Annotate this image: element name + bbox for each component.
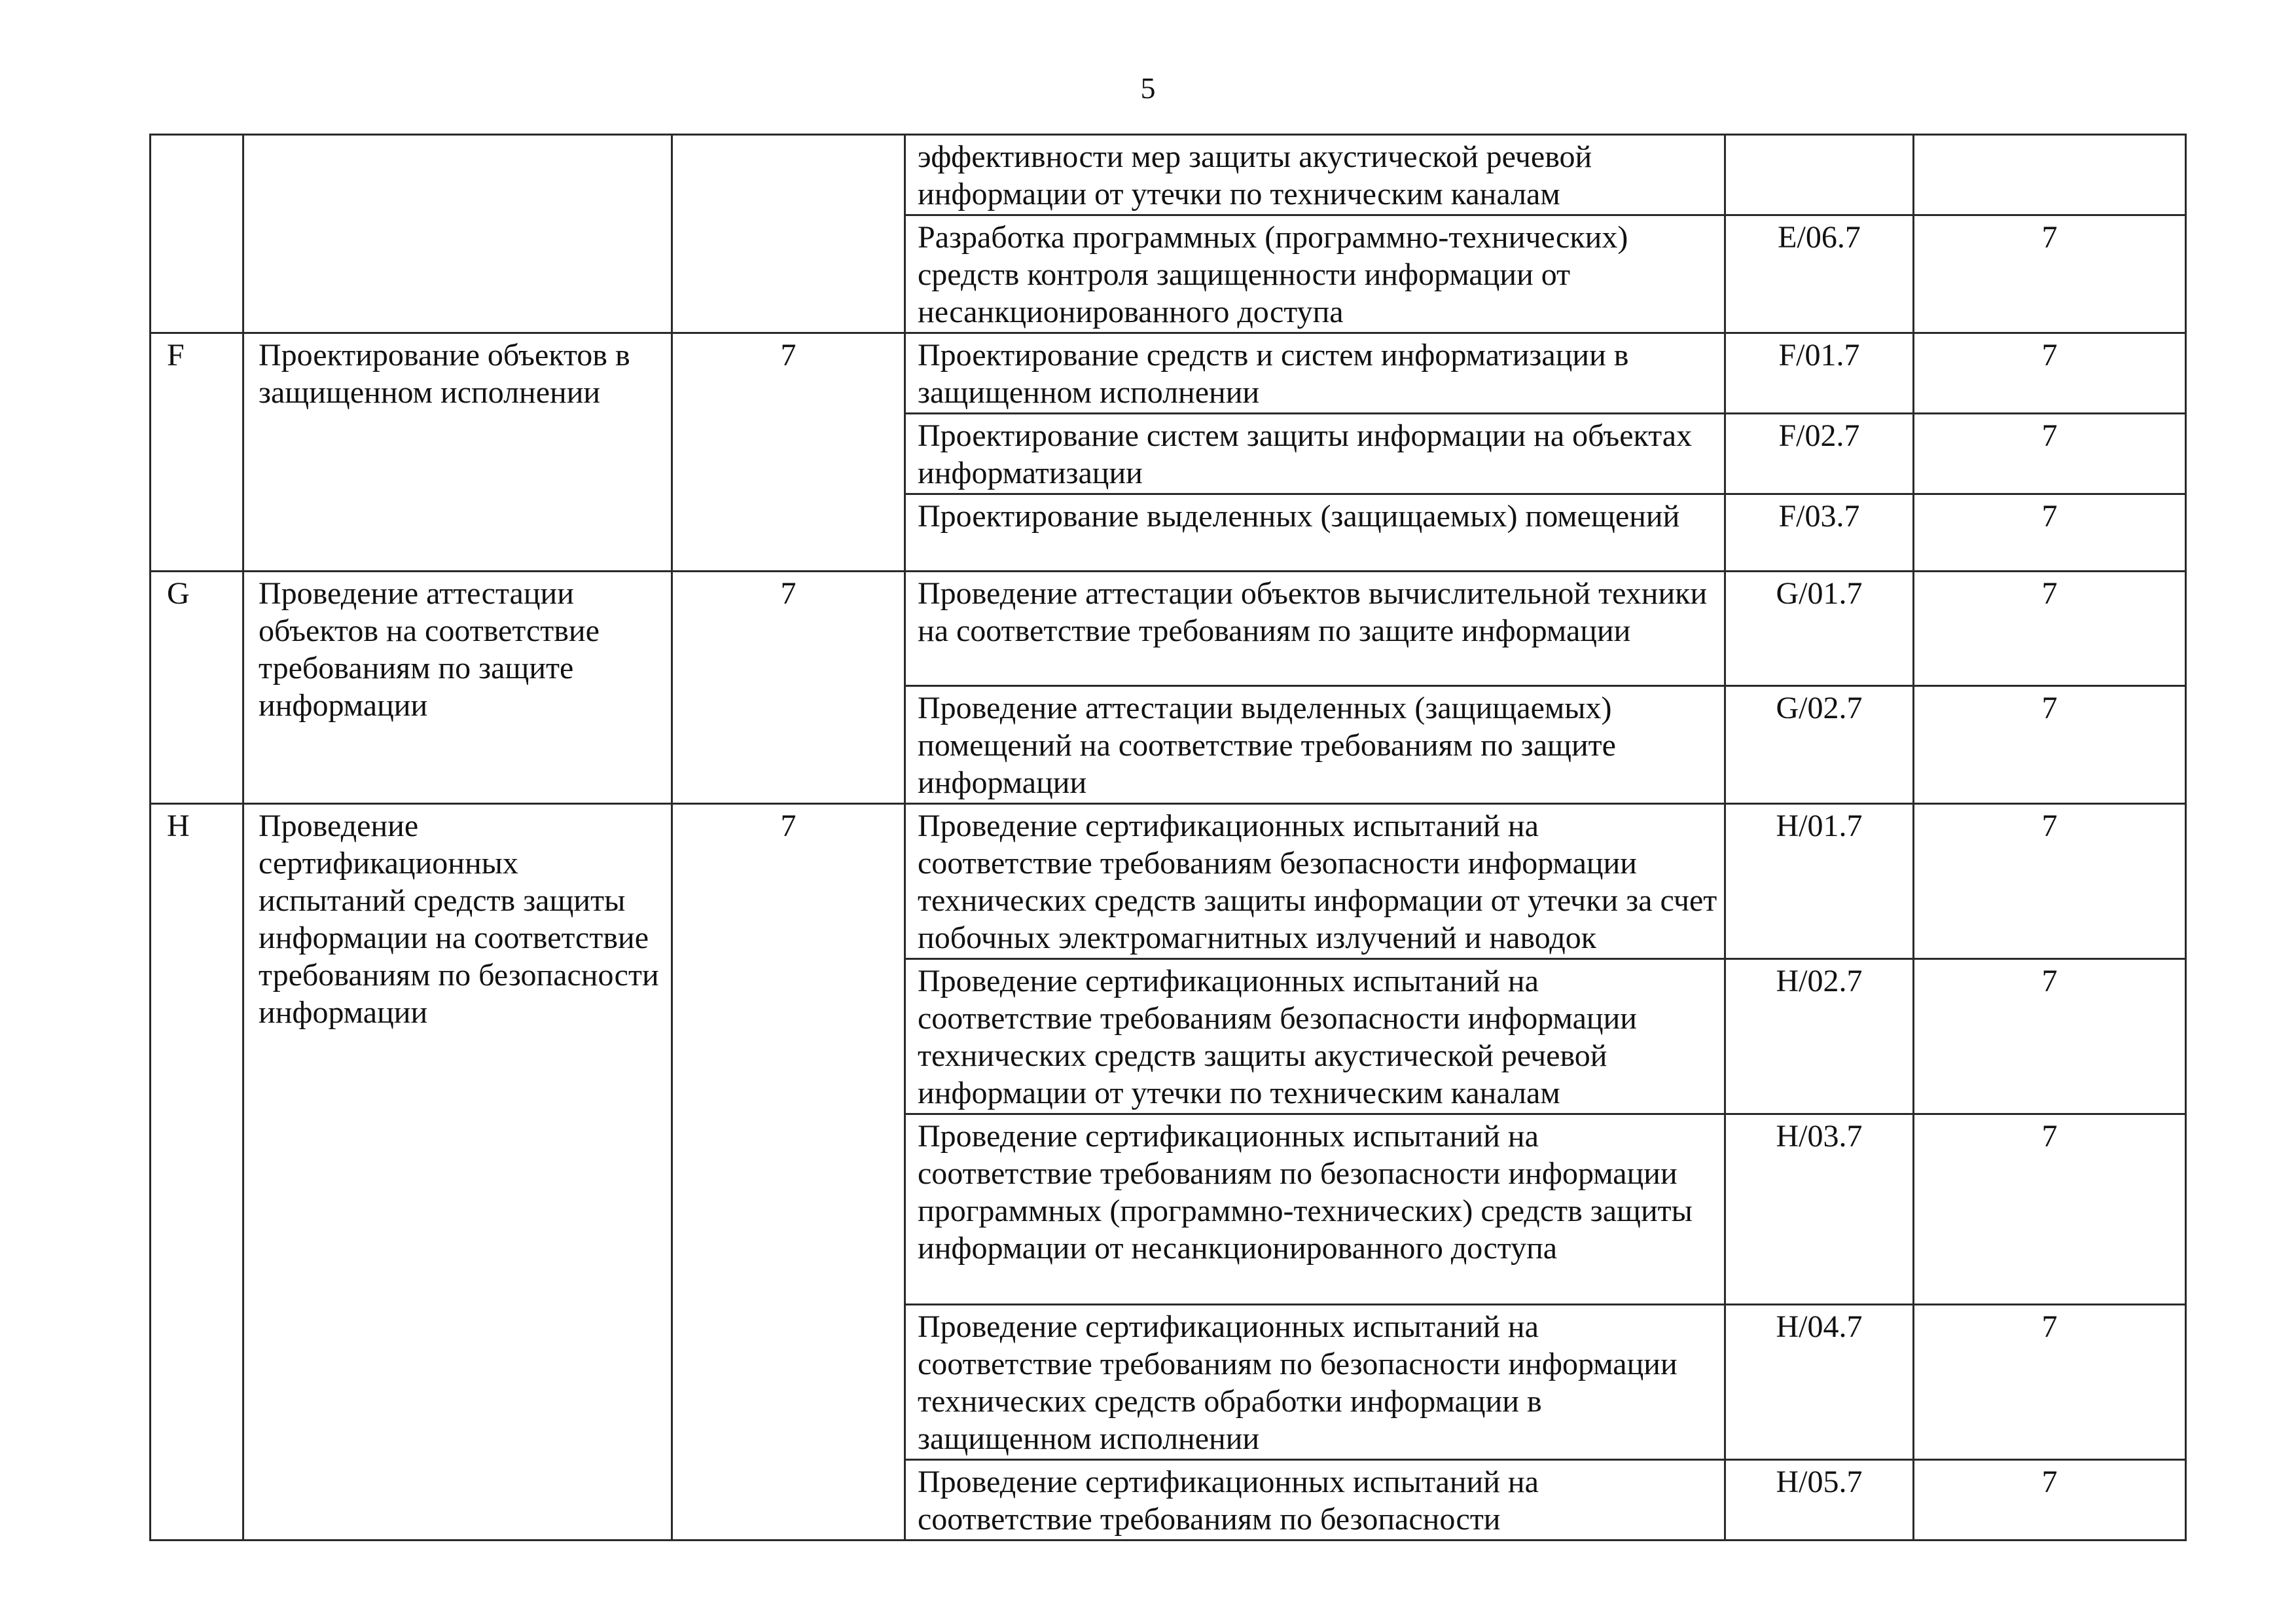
function-level-cell: 7 [1914, 215, 2186, 333]
function-code-cell: H/05.7 [1725, 1460, 1914, 1541]
group-level-cell [672, 135, 905, 333]
page-number: 5 [1140, 71, 1156, 105]
group-code-cell: G [151, 572, 243, 804]
function-name-cell: Проведение сертификационных испытаний на соответствие требованиям по безопасности [905, 1460, 1725, 1541]
group-name-cell: Проведение аттестации объектов на соответствие требованиям по защите информации [243, 572, 672, 804]
function-code-cell: F/03.7 [1725, 494, 1914, 572]
function-level-cell: 7 [1914, 1114, 2186, 1305]
group-name-cell: Проектирование объектов в защищенном исполнении [243, 333, 672, 572]
function-name-cell: Проектирование выделенных (защищаемых) помещений [905, 494, 1725, 572]
function-name-cell: Проектирование систем защиты информации на объектах информатизации [905, 414, 1725, 494]
function-level-cell: 7 [1914, 959, 2186, 1114]
functions-table [149, 134, 2187, 1541]
function-level-cell: 7 [1914, 686, 2186, 804]
function-code-cell: H/04.7 [1725, 1305, 1914, 1460]
function-name-cell: Проведение сертификационных испытаний на соответствие требованиям по безопасности информации программных (программно-технических) средств защиты информации от несанкционированного доступа [905, 1114, 1725, 1305]
function-level-cell: 7 [1914, 414, 2186, 494]
table-row [151, 572, 2186, 686]
function-level-cell: 7 [1914, 1460, 2186, 1541]
function-level-cell [1914, 135, 2186, 215]
function-name-cell: Проведение сертификационных испытаний на соответствие требованиям по безопасности информации технических средств обработки информации в защищенном исполнении [905, 1305, 1725, 1460]
group-level-cell: 7 [672, 572, 905, 804]
group-name-cell [243, 135, 672, 333]
function-code-cell: H/02.7 [1725, 959, 1914, 1114]
table-row [151, 135, 2186, 215]
function-level-cell: 7 [1914, 804, 2186, 959]
function-name-cell: эффективности мер защиты акустической речевой информации от утечки по техническим каналам [905, 135, 1725, 215]
function-level-cell: 7 [1914, 1305, 2186, 1460]
function-name-cell: Проведение аттестации объектов вычислительной техники на соответствие требованиям по защите информации [905, 572, 1725, 686]
group-code-cell [151, 135, 243, 333]
table-row [151, 333, 2186, 414]
function-code-cell: E/06.7 [1725, 215, 1914, 333]
group-code-cell: F [151, 333, 243, 572]
group-level-cell: 7 [672, 804, 905, 1541]
function-level-cell: 7 [1914, 494, 2186, 572]
function-name-cell: Проведение аттестации выделенных (защищаемых) помещений на соответствие требованиям по защите информации [905, 686, 1725, 804]
function-code-cell: H/01.7 [1725, 804, 1914, 959]
function-level-cell: 7 [1914, 572, 2186, 686]
group-name-cell: Проведение сертификационных испытаний средств защиты информации на соответствие требованиям по безопасности информации [243, 804, 672, 1541]
function-level-cell: 7 [1914, 333, 2186, 414]
function-code-cell: H/03.7 [1725, 1114, 1914, 1305]
function-code-cell: F/01.7 [1725, 333, 1914, 414]
table-row [151, 804, 2186, 959]
group-level-cell: 7 [672, 333, 905, 572]
function-name-cell: Проведение сертификационных испытаний на соответствие требованиям безопасности информации технических средств защиты акустической речевой информации от утечки по техническим каналам [905, 959, 1725, 1114]
function-name-cell: Проведение сертификационных испытаний на соответствие требованиям безопасности информации технических средств защиты информации от утечки за счет побочных электромагнитных излучений и наводок [905, 804, 1725, 959]
function-code-cell: G/02.7 [1725, 686, 1914, 804]
function-name-cell: Проектирование средств и систем информатизации в защищенном исполнении [905, 333, 1725, 414]
function-code-cell [1725, 135, 1914, 215]
function-name-cell: Разработка программных (программно-технических) средств контроля защищенности информации от несанкционированного доступа [905, 215, 1725, 333]
function-code-cell: F/02.7 [1725, 414, 1914, 494]
function-code-cell: G/01.7 [1725, 572, 1914, 686]
group-code-cell: H [151, 804, 243, 1541]
